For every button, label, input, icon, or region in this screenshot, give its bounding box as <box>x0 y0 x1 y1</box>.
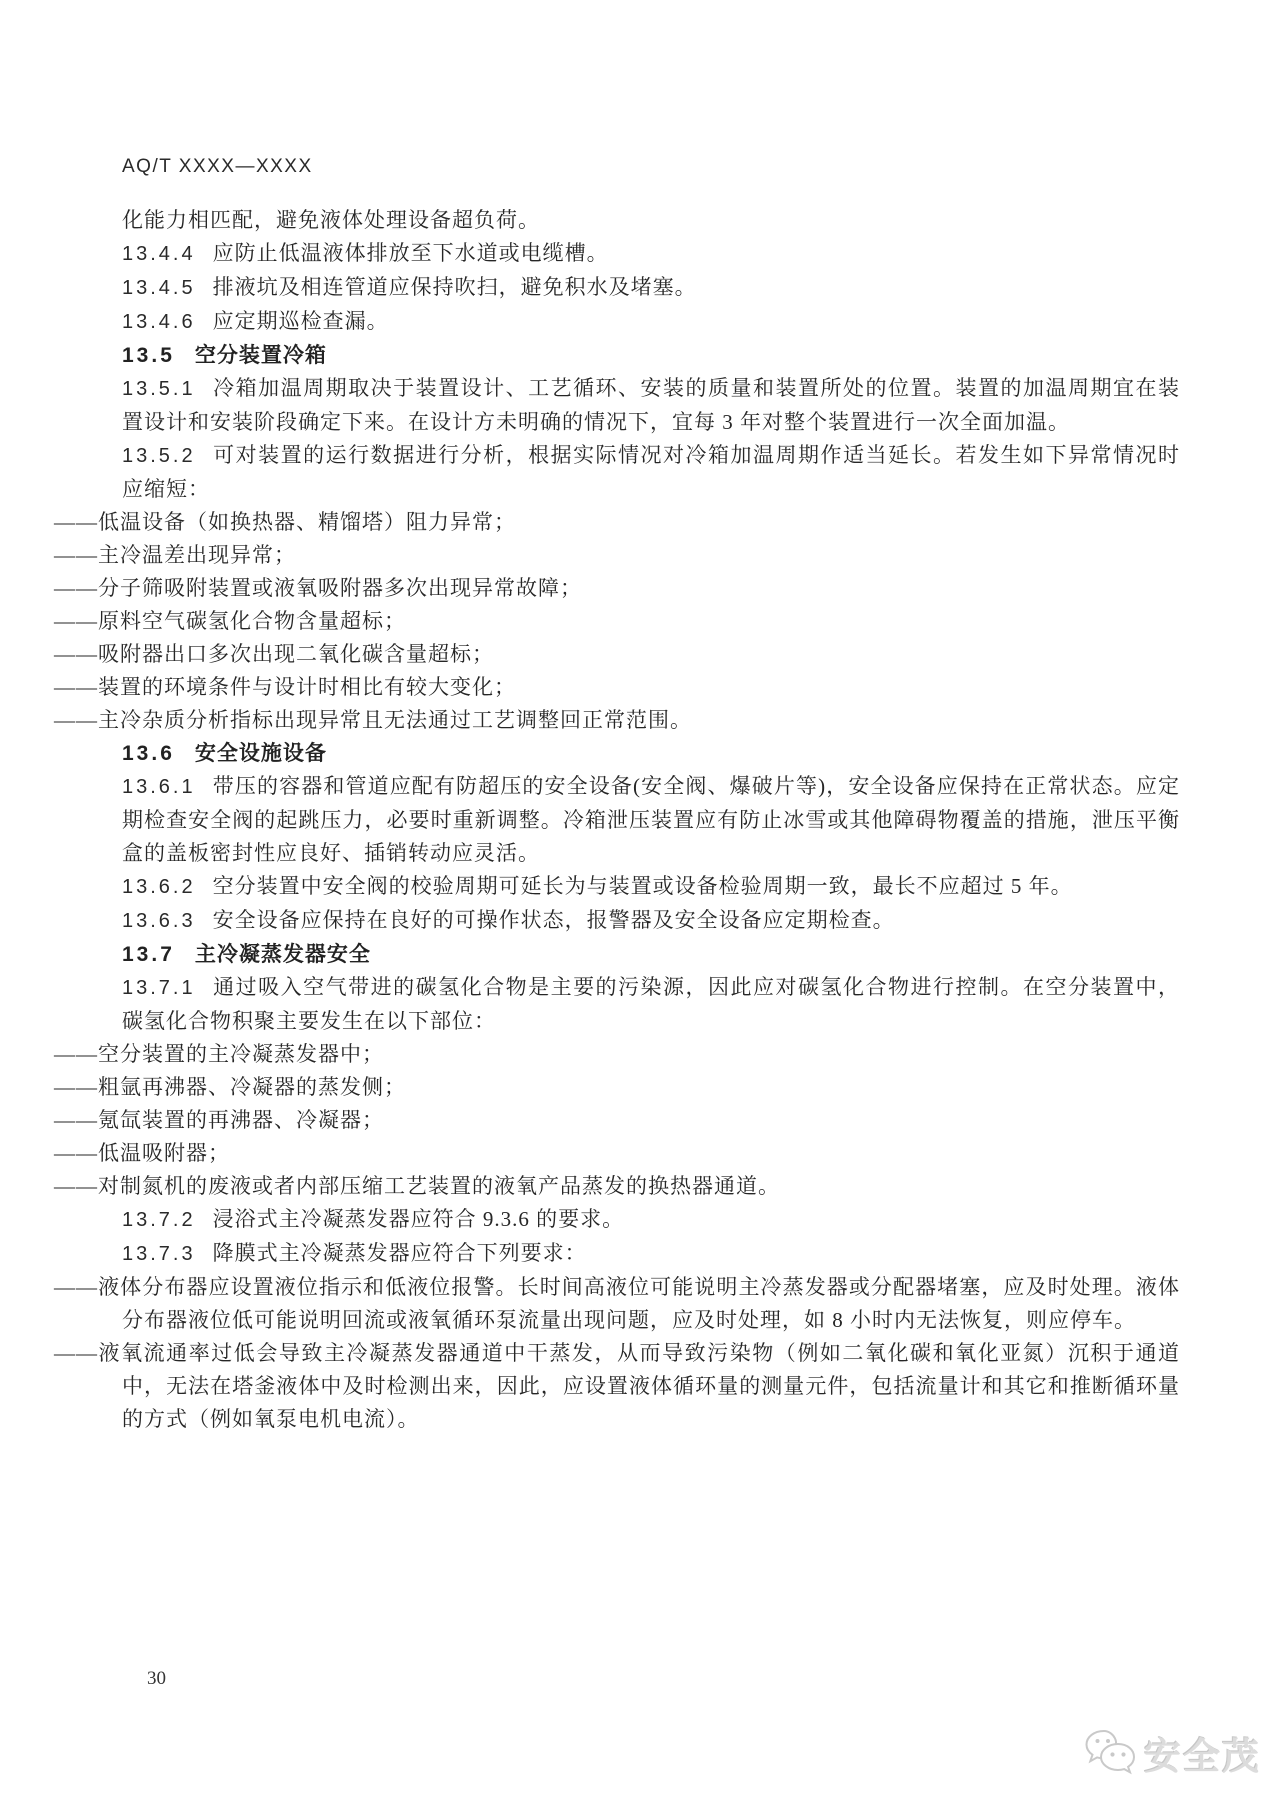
clause-number: 13.4.4 <box>122 243 196 265</box>
clause-number: 13.5.2 <box>122 445 196 467</box>
watermark <box>1082 1726 1261 1780</box>
section-number: 13.7 <box>122 943 175 966</box>
section-heading-13-6 <box>122 737 1180 770</box>
section-title: 空分装置冷箱 <box>194 344 327 367</box>
clause-number: 13.7.3 <box>122 1243 196 1265</box>
clause-13-5-1 <box>122 372 1180 439</box>
dash-item: ——原料空气碳氢化合物含量超标； <box>54 609 406 633</box>
dash-item: ——对制氮机的废液或者内部压缩工艺装置的液氧产品蒸发的换热器通道。 <box>54 1174 780 1198</box>
clause-13-6-2 <box>122 870 1180 904</box>
dash-item: ——空分装置的主冷凝蒸发器中； <box>54 1042 384 1066</box>
section-heading-13-7 <box>122 938 1180 971</box>
clause-number: 13.7.1 <box>122 977 196 999</box>
dash-list-13-7-3 <box>54 1271 1180 1436</box>
watermark-text: 安全茂 <box>1144 1736 1261 1777</box>
clause-13-4-4 <box>122 237 1180 271</box>
clause-number: 13.6.1 <box>122 776 196 798</box>
dash-item: ——液体分布器应设置液位指示和低液位报警。长时间高液位可能说明主冷蒸发器或分配器堵塞，应及时处理。液体分布器液位低可能说明回流或液氧循环泵流量出现问题，应及时处理，如 8 小时内无法恢复，则应停车。 <box>54 1275 1180 1332</box>
dash-item: ——主冷温差出现异常； <box>54 543 296 567</box>
section-title: 安全设施设备 <box>194 742 327 765</box>
page-number: 30 <box>147 1668 166 1689</box>
dash-item: ——装置的环境条件与设计时相比有较大变化； <box>54 675 516 699</box>
dash-list-13-7-1 <box>54 1038 1180 1203</box>
clause-text: 通过吸入空气带进的碳氢化合物是主要的污染源，因此应对碳氢化合物进行控制。在空分装置中，碳氢化合物积聚主要发生在以下部位： <box>122 975 1180 1033</box>
clause-13-7-2 <box>122 1203 1180 1237</box>
clause-text: 浸浴式主冷凝蒸发器应符合 9.3.6 的要求。 <box>212 1207 625 1231</box>
clause-number: 13.6.3 <box>122 910 196 932</box>
clause-13-4-5 <box>122 271 1180 305</box>
clause-text: 空分装置中安全阀的校验周期可延长为与装置或设备检验周期一致，最长不应超过 5 年。 <box>212 874 1073 898</box>
dash-item: ——氪氙装置的再沸器、冷凝器； <box>54 1108 384 1132</box>
dash-item: ——低温设备（如换热器、精馏塔）阻力异常； <box>54 510 516 534</box>
document-body <box>54 204 1180 1436</box>
dash-item: ——粗氩再沸器、冷凝器的蒸发侧； <box>54 1075 406 1099</box>
dash-item: ——吸附器出口多次出现二氧化碳含量超标； <box>54 642 494 666</box>
document-code-header: AQ/T XXXX—XXXX <box>122 156 313 177</box>
clause-number: 13.4.5 <box>122 277 196 299</box>
dash-item: ——液氧流通率过低会导致主冷凝蒸发器通道中干蒸发，从而导致污染物（例如二氧化碳和氧化亚氮）沉积于通道中，无法在塔釜液体中及时检测出来，因此，应设置液体循环量的测量元件，包括流量计和其它和推断循环量的方式（例如氧泵电机电流）。 <box>54 1341 1180 1431</box>
clause-text: 安全设备应保持在良好的可操作状态，报警器及安全设备应定期检查。 <box>212 908 895 932</box>
wechat-icon <box>1082 1728 1138 1778</box>
clause-number: 13.7.2 <box>122 1209 196 1231</box>
clause-13-4-6 <box>122 305 1180 339</box>
section-number: 13.6 <box>122 742 175 765</box>
clause-text: 应定期巡检查漏。 <box>212 309 389 333</box>
clause-13-6-3 <box>122 904 1180 938</box>
section-number: 13.5 <box>122 344 175 367</box>
clause-number: 13.6.2 <box>122 876 196 898</box>
clause-13-6-1 <box>122 770 1180 870</box>
clause-13-7-3 <box>122 1237 1180 1271</box>
clause-text: 可对装置的运行数据进行分析，根据实际情况对冷箱加温周期作适当延长。若发生如下异常情况时应缩短： <box>122 443 1180 501</box>
clause-text: 带压的容器和管道应配有防超压的安全设备(安全阀、爆破片等)，安全设备应保持在正常状态。应定期检查安全阀的起跳压力，必要时重新调整。冷箱泄压装置应有防止冰雪或其他障碍物覆盖的措施，泄压平衡盒的盖板密封性应良好、插销转动应灵活。 <box>122 774 1180 865</box>
clause-text: 应防止低温液体排放至下水道或电缆槽。 <box>212 241 609 265</box>
section-heading-13-5 <box>122 339 1180 372</box>
clause-number: 13.5.1 <box>122 378 196 400</box>
dash-item: ——分子筛吸附装置或液氧吸附器多次出现异常故障； <box>54 576 582 600</box>
clause-13-5-2 <box>122 439 1180 506</box>
clause-text: 冷箱加温周期取决于装置设计、工艺循环、安装的质量和装置所处的位置。装置的加温周期宜在装置设计和安装阶段确定下来。在设计方未明确的情况下，宜每 3 年对整个装置进行一次全面加温。 <box>122 376 1180 434</box>
clause-text: 排液坑及相连管道应保持吹扫，避免积水及堵塞。 <box>212 275 697 299</box>
clause-13-7-1 <box>122 971 1180 1038</box>
dash-item: ——低温吸附器； <box>54 1141 230 1165</box>
clause-text: 降膜式主冷凝蒸发器应符合下列要求： <box>212 1241 587 1265</box>
paragraph-continuation: 化能力相匹配，避免液体处理设备超负荷。 <box>122 208 540 232</box>
dash-list-13-5-2 <box>54 506 1180 737</box>
dash-item: ——主冷杂质分析指标出现异常且无法通过工艺调整回正常范围。 <box>54 708 692 732</box>
clause-number: 13.4.6 <box>122 311 196 333</box>
section-title: 主冷凝蒸发器安全 <box>194 943 371 966</box>
